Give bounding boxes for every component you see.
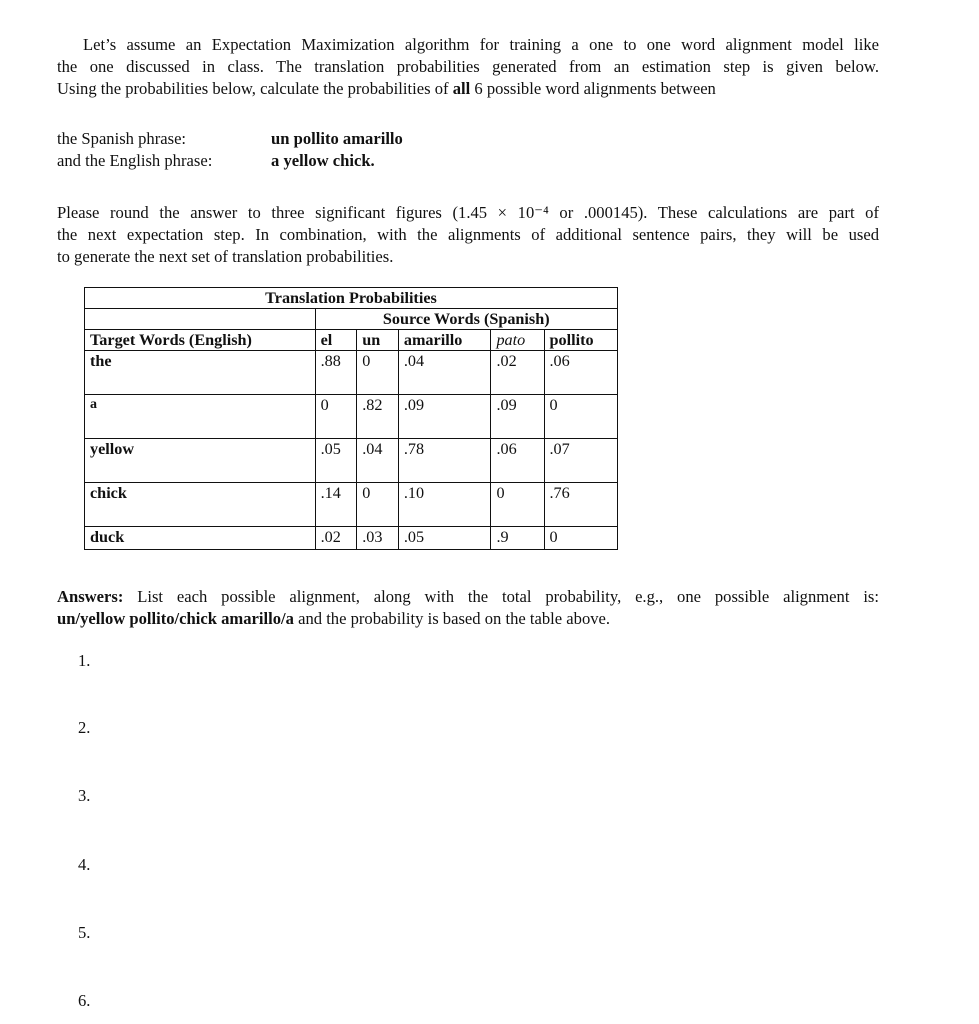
table-title: Translation Probabilities — [85, 288, 618, 309]
col-header-pollito: pollito — [544, 330, 618, 351]
row-word-yellow: yellow — [85, 439, 316, 483]
cell-value: 0 — [491, 483, 544, 527]
intro-line-3 — [57, 78, 879, 100]
cell-value: .07 — [544, 439, 618, 483]
answer-item-4: 4. — [78, 855, 91, 874]
cell-value: .05 — [398, 527, 491, 550]
answer-item-2: 2. — [78, 718, 91, 737]
cell-value: 0 — [315, 395, 357, 439]
intro-paragraph — [57, 34, 879, 100]
cell-value: 0 — [357, 483, 399, 527]
answers-line-2-text: and the probability is based on the table above. — [293, 609, 611, 628]
table-row — [85, 351, 618, 395]
cell-value: .78 — [398, 439, 491, 483]
english-phrase-label: and the English phrase: — [57, 151, 213, 170]
cell-value: .03 — [357, 527, 399, 550]
table-row — [85, 395, 618, 439]
cell-value: 0 — [357, 351, 399, 395]
cell-value: .82 — [357, 395, 399, 439]
cell-value: .09 — [491, 395, 544, 439]
cell-value: .10 — [398, 483, 491, 527]
cell-value: .02 — [315, 527, 357, 550]
row-word-duck: duck — [85, 527, 316, 550]
row-word-a: a — [85, 395, 316, 439]
intro-line-3-pre: Using the probabilities below, calculate the probabilities of — [57, 79, 453, 98]
cell-value: .04 — [398, 351, 491, 395]
english-phrase-value: a yellow chick. — [271, 151, 375, 170]
cell-value: .76 — [544, 483, 618, 527]
cell-value: .06 — [544, 351, 618, 395]
cell-value: .06 — [491, 439, 544, 483]
cell-value: .88 — [315, 351, 357, 395]
translation-probabilities-table — [84, 287, 618, 550]
cell-value: .04 — [357, 439, 399, 483]
answer-item-3: 3. — [78, 786, 91, 805]
answers-label: Answers: — [57, 587, 124, 606]
intro-line-3-post: 6 possible word alignments between — [470, 79, 716, 98]
row-word-the: the — [85, 351, 316, 395]
row-word-chick: chick — [85, 483, 316, 527]
cell-value: .09 — [398, 395, 491, 439]
target-words-header: Target Words (English) — [85, 330, 316, 351]
intro-line-1: Let’s assume an Expectation Maximization algorithm for training a one to one word alignment model like — [83, 35, 879, 54]
answers-example: un/yellow pollito/chick amarillo/a — [57, 609, 294, 628]
rounding-line-2: the next expectation step. In combination, with the alignments of additional sentence pairs, they will be used — [57, 225, 879, 244]
spanish-phrase-label: the Spanish phrase: — [57, 129, 187, 148]
table-row — [85, 483, 618, 527]
intro-line-3-bold: all — [452, 79, 471, 98]
cell-value: 0 — [544, 527, 618, 550]
cell-value: .02 — [491, 351, 544, 395]
answer-item-6: 6. — [78, 991, 91, 1010]
answers-line-1-text: List each possible alignment, along with the total probability, e.g., one possible alignment is: — [123, 587, 879, 606]
spanish-phrase-row — [57, 128, 403, 150]
table-row — [85, 527, 618, 550]
answers-line-1 — [57, 586, 879, 608]
rounding-line-1: Please round the answer to three significant figures (1.45 × 10⁻⁴ or .000145). These calculations are part of — [57, 203, 879, 222]
cell-value: .9 — [491, 527, 544, 550]
cell-value: .14 — [315, 483, 357, 527]
col-header-un: un — [357, 330, 399, 351]
rounding-paragraph — [57, 202, 879, 268]
cell-value: 0 — [544, 395, 618, 439]
rounding-line-3: to generate the next set of translation probabilities. — [57, 247, 394, 266]
english-phrase-row — [57, 150, 375, 172]
table-row — [85, 439, 618, 483]
col-header-el: el — [315, 330, 357, 351]
spanish-phrase-value: un pollito amarillo — [271, 129, 403, 148]
col-header-pato: pato — [491, 330, 544, 351]
col-header-amarillo: amarillo — [398, 330, 491, 351]
table-corner-cell — [85, 309, 316, 330]
answers-paragraph — [57, 586, 879, 630]
cell-value: .05 — [315, 439, 357, 483]
source-words-header: Source Words (Spanish) — [315, 309, 617, 330]
answer-item-5: 5. — [78, 923, 91, 942]
intro-line-2: the one discussed in class. The translation probabilities generated from an estimation step is given below. — [57, 57, 879, 76]
answers-line-2 — [57, 608, 879, 630]
answer-item-1: 1. — [78, 651, 91, 670]
